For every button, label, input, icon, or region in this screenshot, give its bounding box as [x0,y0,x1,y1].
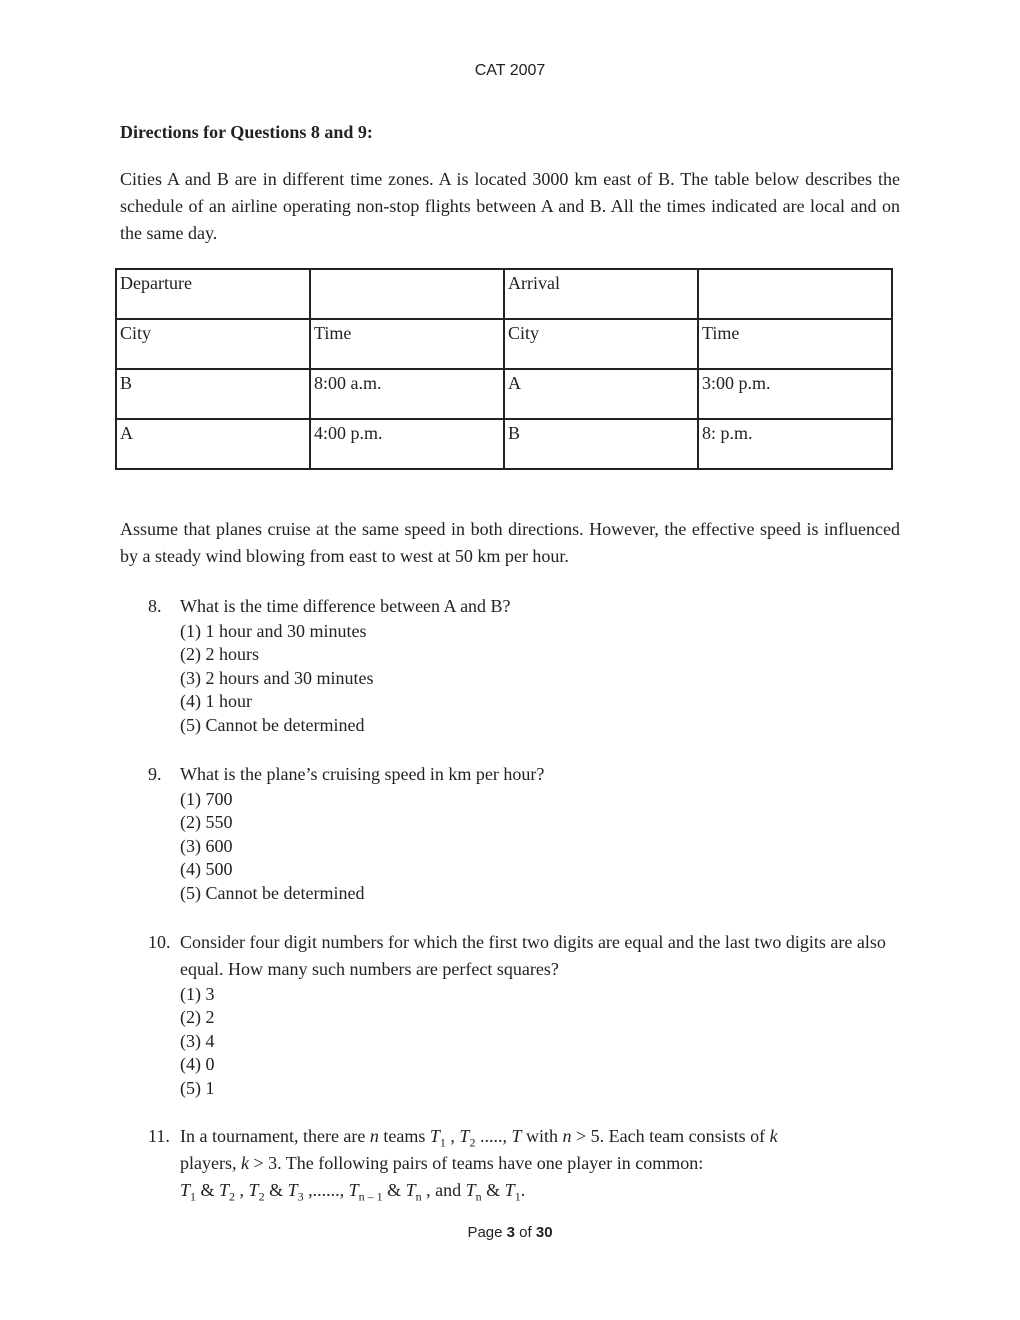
table-cell: A [116,419,310,469]
table-cell: Arrival [504,269,698,319]
question-text: What is the time difference between A and B? [180,596,511,616]
option: (1) 1 hour and 30 minutes [180,621,367,641]
table-cell: Time [698,319,892,369]
table-cell: B [504,419,698,469]
question-10 [148,929,900,1100]
question-text: In a tournament, there are n teams $T_1$ , $T_2$ ....., T with n > 5. Each team consists of k players, k > 3. The following pairs of teams have one player in common: $T_1$ & $T_2$ , $T_2$ & $T_3$ ,......, $T_{n - 1}$ & $T_n$ , and $T_n$ & $T_1$. [180,1126,778,1204]
option: (2) 2 [180,1007,215,1028]
table-cell: A [504,369,698,419]
assumption-paragraph: Assume that planes cruise at the same speed in both directions. However, the effective speed is influenced by a steady wind blowing from east to west at 50 km per hour. [120,519,900,566]
option: (4) 1 hour [180,691,252,712]
table-row [116,369,892,419]
question-number: 10. [148,932,171,953]
table-cell [698,269,892,319]
table-cell: City [504,319,698,369]
option: (1) 700 [180,789,233,810]
question-number: 8. [148,596,162,616]
table-cell [310,269,504,319]
option: (4) 0 [180,1054,215,1075]
table-cell: B [116,369,310,419]
option: (5) Cannot be determined [180,714,365,735]
table-row [116,269,892,319]
question-9 [148,761,900,905]
table-cell: Departure [116,269,310,319]
directions-heading: Directions for Questions 8 and 9: [120,122,373,142]
table-cell: 4:00 p.m. [310,419,504,469]
table-cell: 3:00 p.m. [698,369,892,419]
option: (3) 2 hours and 30 minutes [180,667,374,688]
intro-paragraph: Cities A and B are in different time zones. A is located 3000 km east of B. The table below describes the schedule of an airline operating non-stop flights between A and B. All the times indicated are local and on the same day. [120,169,900,243]
question-8 [148,593,900,737]
option: (1) 3 [180,984,215,1005]
question-number: 11. [148,1126,170,1147]
flight-schedule-table [115,268,893,470]
option: (4) 500 [180,859,233,880]
page-header: CAT 2007 [474,62,546,79]
option: (2) 2 hours [180,644,259,665]
option: (3) 600 [180,835,233,856]
page-footer: Page 3 of 30 [467,1224,553,1242]
table-cell: Time [310,319,504,369]
question-text: What is the plane’s cruising speed in km per hour? [180,764,545,785]
question-11 [148,1123,900,1204]
option: (5) 1 [180,1077,215,1098]
question-text: Consider four digit numbers for which the first two digits are equal and the last two digits are also equal. How many such numbers are perfect squares? [180,932,886,980]
question-number: 9. [148,764,162,785]
table-row [116,319,892,369]
table-cell: City [116,319,310,369]
table-row [116,419,892,469]
option: (5) Cannot be determined [180,882,365,903]
table-cell: 8:00 a.m. [310,369,504,419]
table-cell: 8: p.m. [698,419,892,469]
option: (2) 550 [180,812,233,833]
option: (3) 4 [180,1030,215,1051]
